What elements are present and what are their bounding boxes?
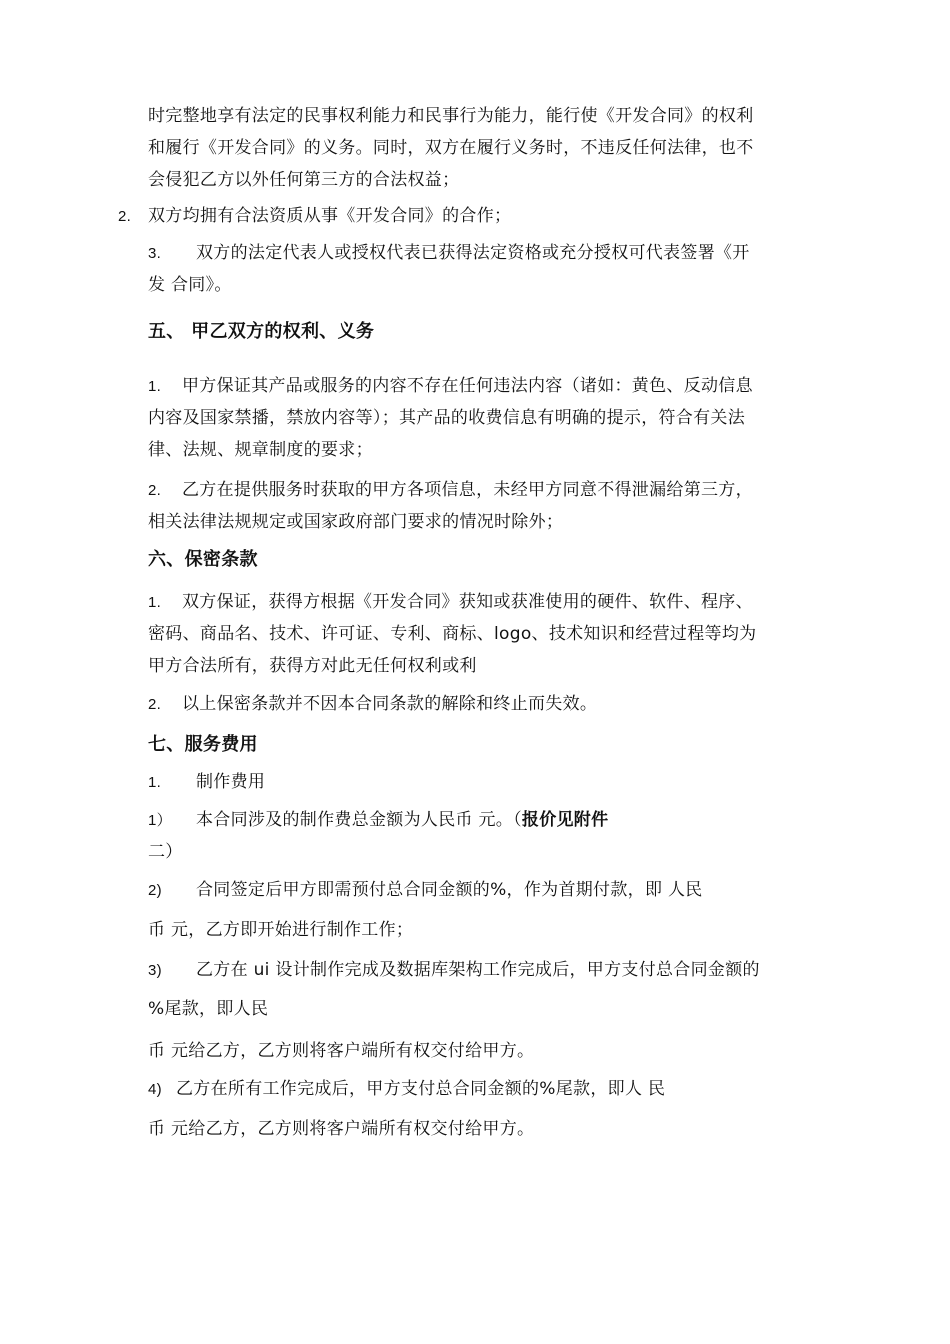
sec7-i3-line-1 xyxy=(148,958,760,983)
sec5-p1-line-2: 内容及国家禁播，禁放内容等）；其产品的收费信息有明确的提示，符合有关法 xyxy=(148,408,745,428)
sec6-p1-line-3: 甲方合法所有，获得方对此无任何权利或利 xyxy=(148,656,477,676)
section-7-title: 七、服务费用 xyxy=(148,734,258,755)
sec5-p1-line-1 xyxy=(148,374,753,399)
sec6-p2-number: 2. xyxy=(148,696,162,713)
item-3-number: 3. xyxy=(148,245,162,262)
sec6-p1-line-2: 密码、商品名、技术、许可证、专利、商标、logo、技术知识和经营过程等均为 xyxy=(148,624,757,644)
sec7-i3-text: 乙方在 ui 设计制作完成及数据库架构工作完成后，甲方支付总合同金额的 xyxy=(196,960,760,980)
sec7-i1-number: 1） xyxy=(148,812,172,829)
sec7-i3-number: 3) xyxy=(148,962,162,979)
sec5-p1-number: 1. xyxy=(148,378,162,395)
sec6-p2-text: 以上保密条款并不因本合同条款的解除和终止而失效。 xyxy=(182,694,598,714)
sec5-p1-line-3: 律、法规、规章制度的要求； xyxy=(148,440,373,460)
sec5-p2-line-2: 相关法律法规规定或国家政府部门要求的情况时除外； xyxy=(148,512,564,532)
sec7-i3-line-2: %尾款，即人民 xyxy=(148,999,269,1019)
sec7-i1-text: 本合同涉及的制作费总金额为人民币 元。（ xyxy=(196,810,522,830)
sec7-i2-line-1 xyxy=(148,878,703,903)
section-6-title: 六、保密条款 xyxy=(148,549,258,570)
sec7-i4-text: 乙方在所有工作完成后，甲方支付总合同金额的%尾款，即人 民 xyxy=(176,1079,666,1099)
sec5-p1-text: 甲方保证其产品或服务的内容不存在任何违法内容（诸如：黄色、反动信息 xyxy=(182,376,753,396)
sec6-p2 xyxy=(148,692,597,717)
sec7-i1-bold: 报价见附件 xyxy=(521,810,609,830)
sec5-p2-text: 乙方在提供服务时获取的甲方各项信息，未经甲方同意不得泄漏给第三方， xyxy=(182,480,753,500)
sec7-i2-number: 2) xyxy=(148,882,162,899)
item-3-line-1 xyxy=(148,241,750,266)
sec7-i1-line-1 xyxy=(148,808,608,833)
sec5-p2-number: 2. xyxy=(148,482,162,499)
sec7-i4-number: 4) xyxy=(148,1081,162,1098)
sec7-i2-line-2: 币 元，乙方即开始进行制作工作； xyxy=(148,920,414,940)
intro-line-2: 和履行《开发合同》的义务。同时，双方在履行义务时，不违反任何法律，也不 xyxy=(148,138,754,158)
sec7-i3-line-3: 币 元给乙方，乙方则将客户端所有权交付给甲方。 xyxy=(148,1041,535,1061)
intro-line-3: 会侵犯乙方以外任何第三方的合法权益； xyxy=(148,170,460,190)
intro-line-1: 时完整地享有法定的民事权利能力和民事行为能力，能行使《开发合同》的权利 xyxy=(148,106,754,126)
item-3-line-2: 发 合同》。 xyxy=(148,275,232,295)
sec7-i2-text: 合同签定后甲方即需预付总合同金额的%，作为首期付款，即 人民 xyxy=(196,880,703,900)
sec6-p1-text: 双方保证，获得方根据《开发合同》获知或获准使用的硬件、软件、程序、 xyxy=(182,592,753,612)
sec6-p1-number: 1. xyxy=(148,594,162,611)
item-3-text: 双方的法定代表人或授权代表已获得法定资格或充分授权可代表签署《开 xyxy=(196,243,750,263)
sec7-i4-line-2: 币 元给乙方，乙方则将客户端所有权交付给甲方。 xyxy=(148,1119,535,1139)
section-5-title: 五、 甲乙双方的权利、义务 xyxy=(148,321,375,342)
sec5-p2-line-1 xyxy=(148,478,753,503)
sec7-s1 xyxy=(148,770,265,795)
item-2-number: 2. xyxy=(118,208,132,225)
sec6-p1-line-1 xyxy=(148,590,753,615)
sec7-s1-number: 1. xyxy=(148,774,162,791)
sec7-i4-line-1 xyxy=(148,1077,665,1102)
sec7-s1-text: 制作费用 xyxy=(196,772,266,792)
item-2 xyxy=(118,204,511,229)
item-2-text: 双方均拥有合法资质从事《开发合同》的合作； xyxy=(148,206,512,226)
sec7-i1-line-2: 二） xyxy=(148,842,183,862)
